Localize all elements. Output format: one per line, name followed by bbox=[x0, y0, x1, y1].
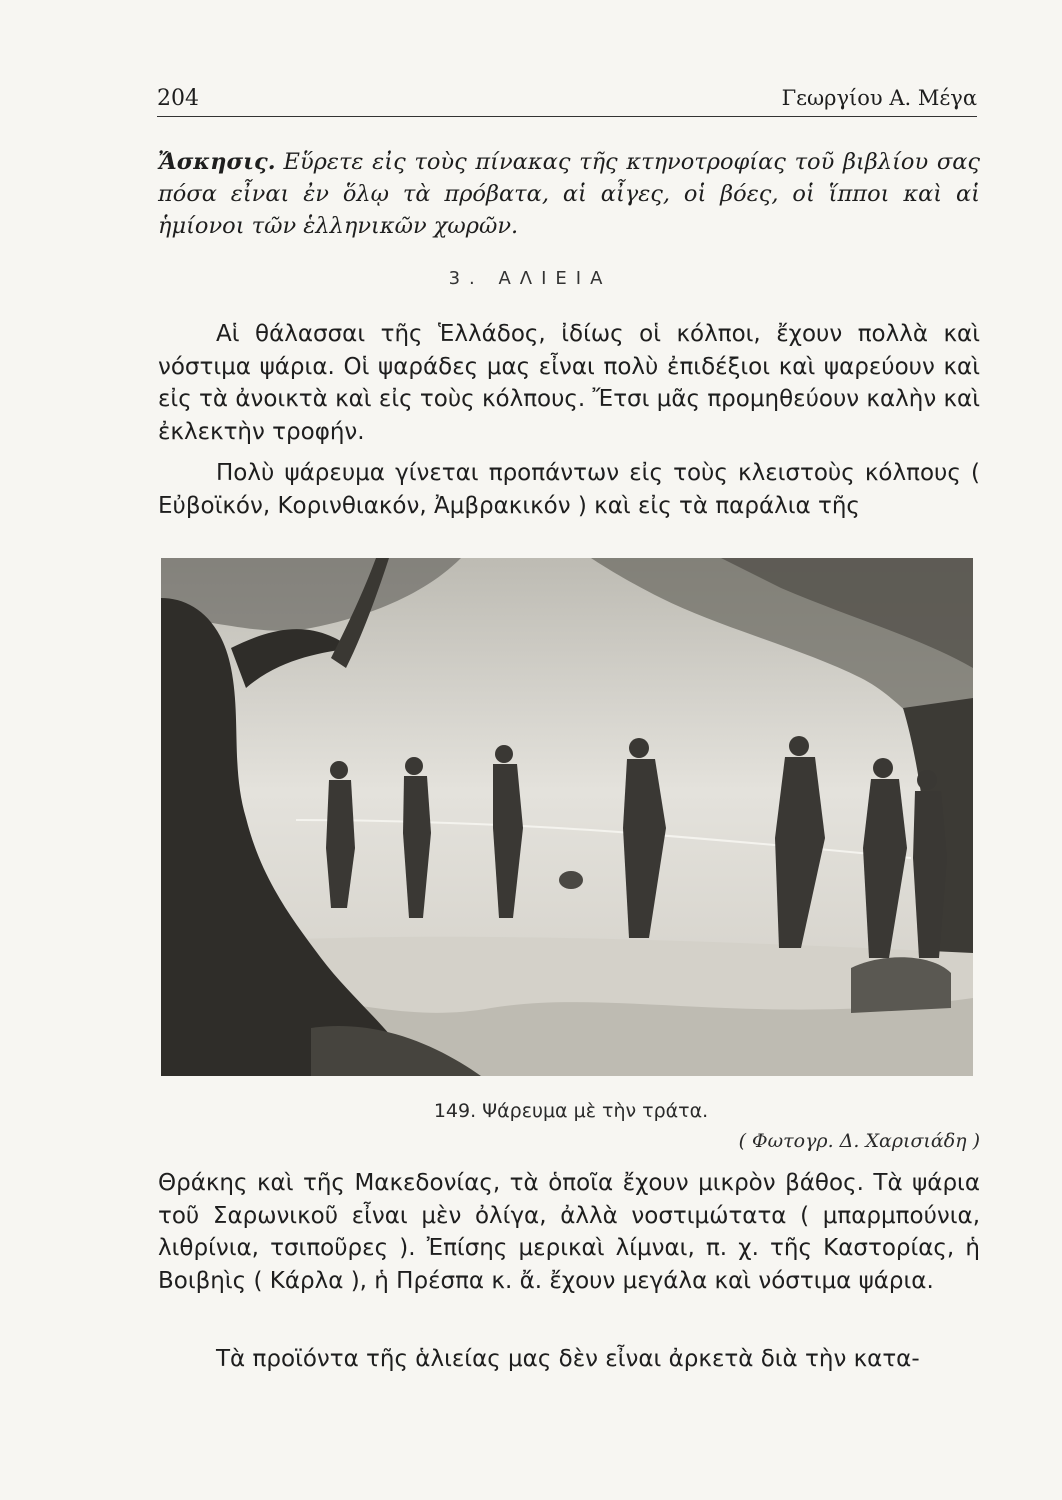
section-title: 3. ΑΛΙΕΙΑ bbox=[448, 268, 612, 289]
fishing-photo bbox=[161, 558, 973, 1076]
page-header bbox=[157, 86, 977, 117]
exercise-label: Ἄσκησις. bbox=[158, 149, 276, 175]
paragraph-2: Πολὺ ψάρευμα γίνεται προπάντων εἰς τοὺς κλειστοὺς κόλπους ( Εὐβοϊκόν, Κορινθιακόν, Ἀμβρακικόν ) καὶ εἰς τὰ παράλια τῆς bbox=[158, 460, 980, 519]
paragraph-1: Αἱ θάλασσαι τῆς Ἑλλάδος, ἰδίως οἱ κόλποι, ἔχουν πολλὰ καὶ νόστιμα ψάρια. Οἱ ψαράδες μας εἶναι πολὺ ἐπιδέξιοι καὶ ψαρεύουν καὶ εἰς τὰ ἀνοικτὰ καὶ εἰς τοὺς κόλπους. Ἔτσι μᾶς προμηθεύουν καλὴν καὶ ἐκλεκτὴν τροφήν. bbox=[158, 321, 980, 445]
exercise-block bbox=[158, 146, 980, 242]
page-number: 204 bbox=[157, 86, 199, 111]
paragraph-4: Τὰ προϊόντα τῆς ἁλιείας μας δὲν εἶναι ἀρκετὰ διὰ τὴν κατα- bbox=[216, 1346, 920, 1372]
paragraph-3: Θράκης καὶ τῆς Μακεδονίας, τὰ ὁποῖα ἔχουν μικρὸν βάθος. Τὰ ψάρια τοῦ Σαρωνικοῦ εἶναι μὲν ὀλίγα, ἀλλὰ νοστιμώτατα ( μπαρμπούνια, λιθρίνια, τσιποῦρες ). Ἐπίσης μερικαὶ λίμναι, π. χ. τῆς Καστορίας, ἡ Βοιβηὶς ( Κάρλα ), ἡ Πρέσπα κ. ἄ. ἔχουν μεγάλα καὶ νόστιμα ψάρια. bbox=[158, 1170, 980, 1294]
running-head: Γεωργίου Α. Μέγα bbox=[781, 86, 977, 110]
photo-credit: ( Φωτογρ. Δ. Χαρισιάδη ) bbox=[738, 1130, 980, 1152]
figure-caption: 149. Ψάρευμα μὲ τὴν τράτα. bbox=[433, 1100, 709, 1122]
exercise-text: Εὕρετε εἰς τοὺς πίνακας τῆς κτηνοτροφίας τοῦ βιβλίου σας πόσα εἶναι ἐν ὅλῳ τὰ πρόβατα, αἱ αἶγες, οἱ βόες, οἱ ἵπποι καὶ αἱ ἡμίονοι τῶν ἑλληνικῶν χωρῶν. bbox=[158, 149, 980, 239]
